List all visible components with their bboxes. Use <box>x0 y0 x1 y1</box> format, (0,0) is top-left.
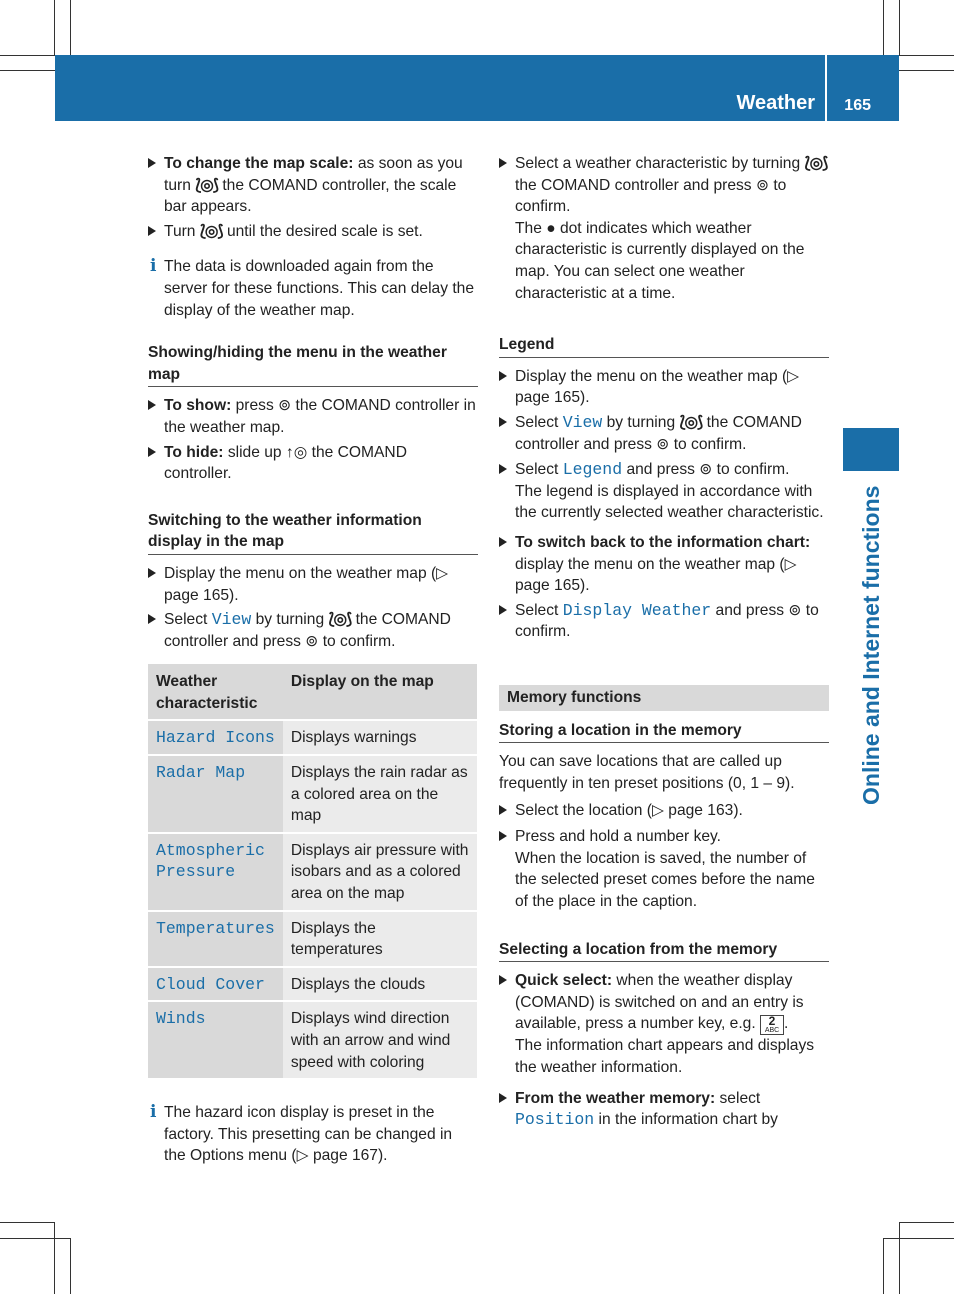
step-text: the COMAND controller. <box>164 443 407 483</box>
step-text: in the information chart by <box>594 1111 778 1129</box>
menu-item-label: Hazard Icons <box>156 728 275 748</box>
crop-mark <box>883 1238 884 1294</box>
step-text: Select a weather characteristic by turning <box>515 155 805 172</box>
menu-item-label: Winds <box>156 1009 206 1029</box>
step-to-show <box>148 395 478 438</box>
step-select-view <box>148 609 478 652</box>
step-text: select <box>715 1089 761 1107</box>
table-cell-value: Displays the rain radar as a colored area on the map <box>283 755 477 833</box>
step-result-text: When the location is saved, the number of the selected preset comes before the name of the place in the caption. <box>515 849 815 911</box>
press-controller-icon: ⊚ <box>305 632 319 650</box>
step-text: Select <box>164 611 212 629</box>
table-cell-value: Displays the clouds <box>283 967 477 1002</box>
crop-mark <box>0 55 55 56</box>
step-text: the COMAND controller and press <box>515 413 802 453</box>
menu-item-position: Position <box>515 1110 595 1130</box>
side-tab-label: Online and Internet functions <box>858 485 884 805</box>
table-cell-key <box>148 755 283 833</box>
table-header-cell: Display on the map <box>283 664 477 720</box>
table-header-cell: Weather characteristic <box>148 664 283 720</box>
menu-item-label: Atmospheric Pressure <box>156 840 265 882</box>
table-cell-key <box>148 833 283 911</box>
crop-mark <box>70 0 71 55</box>
page-number: 165 <box>844 97 871 114</box>
menu-item-label: Cloud Cover <box>156 974 265 994</box>
crop-mark <box>899 70 954 71</box>
step-bold-label: To switch back to the information chart: <box>515 533 811 551</box>
step-change-map-scale <box>148 153 478 218</box>
press-controller-icon: ⊚ <box>699 461 713 479</box>
step-bold-label: From the weather memory: <box>515 1089 716 1107</box>
step-text: Press and hold a number key. <box>515 828 722 846</box>
step-to-hide <box>148 442 478 485</box>
page-header <box>55 55 899 121</box>
step-text: Turn <box>164 222 200 240</box>
step-text: . <box>784 1015 789 1033</box>
step-text: and press <box>622 461 700 479</box>
step-text: the COMAND controller and press <box>164 611 451 650</box>
step-display-menu: Display the menu on the weather map (▷ page 165). <box>148 563 478 606</box>
table-cell-value: Displays the temperatures <box>283 911 477 967</box>
weather-characteristic-table <box>148 664 477 1080</box>
info-icon: i <box>150 1102 157 1123</box>
table-row <box>148 720 477 755</box>
step-text: the COMAND controller in the weather map. <box>164 397 476 436</box>
step-select-legend <box>499 459 829 524</box>
table-row <box>148 833 477 911</box>
step-result-text: The information chart appears and displays the weather information. <box>515 1037 815 1076</box>
table-row <box>148 755 477 833</box>
press-controller-icon: ⊚ <box>656 435 670 453</box>
menu-item-view: View <box>211 610 252 630</box>
section-heading: Selecting a location from the memory <box>499 939 829 963</box>
crop-mark <box>883 1238 954 1239</box>
step-text: until the desired scale is set. <box>222 222 423 240</box>
table-cell-value: Displays warnings <box>283 720 477 755</box>
crop-mark <box>54 0 55 55</box>
crop-mark <box>899 1222 900 1294</box>
table-header-row <box>148 664 477 720</box>
info-text: The hazard icon display is preset in the factory. This presetting can be changed in the Options menu (▷ page 167). <box>164 1104 453 1165</box>
step-text: Select <box>515 461 563 479</box>
section-heading: Showing/hiding the menu in the weather map <box>148 342 478 387</box>
rotary-controller-icon: ⟅◎⟆ <box>195 176 218 194</box>
section-heading: Storing a location in the memory <box>499 720 829 744</box>
crop-mark <box>54 1222 55 1294</box>
section-heading: Legend <box>499 334 829 358</box>
table-cell-key <box>148 911 283 967</box>
table-row <box>148 967 477 1002</box>
info-note <box>148 256 478 321</box>
info-text: The data is downloaded again from the server for these functions. This can delay the display of the weather map. <box>164 258 475 319</box>
step-text: to confirm. <box>515 601 819 641</box>
step-bold-label: To change the map scale: <box>164 155 354 172</box>
step-text: as soon as you turn <box>164 155 463 194</box>
chapter-title: Weather <box>736 92 815 114</box>
step-text: slide up <box>223 443 286 461</box>
step-bold-label: To hide: <box>164 443 224 461</box>
key-number: 2 <box>768 1014 776 1029</box>
step-text: press <box>231 397 279 415</box>
section-heading: Switching to the weather information display in the map <box>148 510 478 555</box>
step-text: by turning <box>251 611 329 629</box>
right-column <box>499 153 829 1131</box>
step-select-location: Select the location (▷ page 163). <box>499 800 829 822</box>
header-divider <box>825 55 827 121</box>
crop-mark <box>883 0 884 55</box>
rotary-controller-icon: ⟅◎⟆ <box>804 155 828 172</box>
storing-text: You can save locations that are called up frequently in ten preset positions (0, 1 – 9). <box>499 753 795 793</box>
step-bold-label: To show: <box>164 397 232 415</box>
step-from-weather-memory <box>499 1088 829 1131</box>
menu-item-legend: Legend <box>562 460 623 480</box>
step-turn-controller <box>148 221 478 243</box>
menu-item-view: View <box>562 412 603 432</box>
step-select-display-weather <box>499 600 829 643</box>
menu-item-label: Temperatures <box>156 918 275 938</box>
table-row <box>148 1001 477 1079</box>
table-cell-key <box>148 720 283 755</box>
crop-mark <box>0 70 55 71</box>
menu-item-label: Radar Map <box>156 763 246 783</box>
crop-mark <box>899 55 954 56</box>
step-text: to confirm. <box>712 461 790 479</box>
step-text: by turning <box>602 413 680 431</box>
step-text: display the menu on the weather map (▷ page 165). <box>515 555 797 595</box>
crop-mark <box>899 0 900 55</box>
step-switch-back <box>499 532 829 597</box>
slide-up-controller-icon: ↑◎ <box>285 443 308 461</box>
step-result-text: The ● dot indicates which weather characteristic is currently displayed on the map. You can select one weather characteristic at a time. <box>515 219 805 302</box>
table-cell-key <box>148 1001 283 1079</box>
rotary-controller-icon: ⟅◎⟆ <box>199 222 223 240</box>
info-note <box>148 1102 478 1167</box>
step-text: when the weather display (COMAND) is switched on and an entry is available, press a number key, e.g. <box>515 972 804 1033</box>
step-quick-select <box>499 970 829 1078</box>
crop-mark <box>70 1238 71 1294</box>
step-bold-label: Quick select: <box>515 972 613 990</box>
crop-mark <box>899 1222 954 1223</box>
step-text: to confirm. <box>669 435 747 453</box>
press-controller-icon: ⊚ <box>278 397 292 415</box>
step-select-view <box>499 412 829 455</box>
step-result-text: The legend is displayed in accordance with the currently selected weather characteristic. <box>515 482 824 522</box>
step-text: to confirm. <box>515 176 787 216</box>
crop-mark <box>0 1222 55 1223</box>
step-text: the COMAND controller, the scale bar appears. <box>164 176 457 216</box>
menu-item-display-weather: Display Weather <box>562 600 712 620</box>
key-letters: ABC <box>764 1027 780 1035</box>
table-cell-value: Displays air pressure with isobars and as a colored area on the map <box>283 833 477 911</box>
step-select-characteristic <box>499 153 829 304</box>
table-cell-key <box>148 967 283 1002</box>
press-controller-icon: ⊚ <box>788 601 802 619</box>
memory-functions-heading: Memory functions <box>499 685 829 711</box>
step-text: to confirm. <box>318 632 396 650</box>
number-key-2-icon <box>760 1015 784 1035</box>
step-text: Select <box>515 601 563 619</box>
step-display-menu: Display the menu on the weather map (▷ page 165). <box>499 366 829 409</box>
info-icon: i <box>150 256 157 277</box>
table-row <box>148 911 477 967</box>
left-column <box>148 153 478 1167</box>
side-tab <box>843 428 899 471</box>
step-text: the COMAND controller and press <box>515 176 756 194</box>
press-controller-icon: ⊚ <box>755 176 770 194</box>
rotary-controller-icon: ⟅◎⟆ <box>328 611 352 629</box>
crop-mark <box>0 1238 71 1239</box>
table-cell-value: Displays wind direction with an arrow and wind speed with coloring <box>283 1001 477 1079</box>
step-text: and press <box>711 601 789 619</box>
step-text: Select <box>515 413 563 431</box>
rotary-controller-icon: ⟅◎⟆ <box>679 413 703 431</box>
step-press-hold-key <box>499 826 829 912</box>
